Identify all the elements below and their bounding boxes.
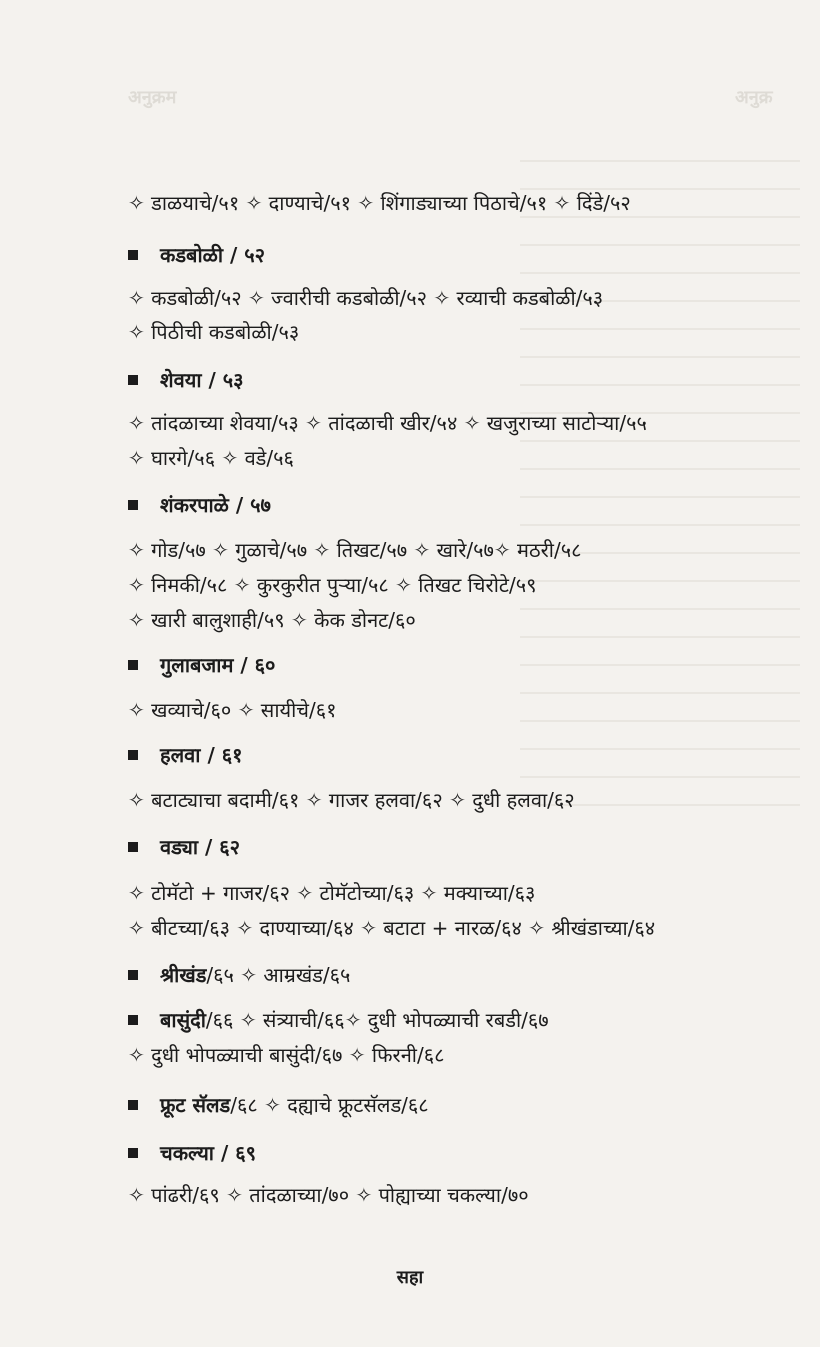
toc-entry-text: ✧ बीटच्या/६३ ✧ दाण्याच्या/६४ ✧ बटाटा + नारळ/६४ ✧ श्रीखंडाच्या/६४ [128,916,656,940]
toc-section-heading [128,490,271,520]
toc-section-heading [128,365,244,395]
section-title: गुलाबजाम / ६० [160,653,276,677]
bleed-through-title-right: अनुक्र [735,87,773,108]
page-number: सहा [396,1267,424,1288]
toc-entry-line [128,605,416,635]
toc-entry-text: ✧ खव्याचे/६० ✧ सायीचे/६१ [128,698,337,722]
toc-section-heading [128,960,350,990]
toc-entry-line [128,695,337,725]
section-title: शंकरपाळे / ५७ [160,493,271,517]
toc-entry-text: ✧ घारगे/५६ ✧ वडे/५६ [128,446,294,470]
toc-entry-text: ✧ डाळयाचे/५१ ✧ दाण्याचे/५१ ✧ शिंगाड्याच्या पिठाचे/५१ ✧ दिंडे/५२ [128,191,631,215]
bleed-through-title-left: अनुक्रम [128,87,177,108]
section-title: हलवा / ६१ [160,743,243,767]
square-bullet-icon [128,250,138,260]
square-bullet-icon [128,1015,138,1025]
toc-entry-text: ✧ पिठीची कडबोळी/५३ [128,320,300,344]
toc-entry-line [128,570,537,600]
square-bullet-icon [128,660,138,670]
toc-entry-text: ✧ दुधी भोपळ्याची बासुंदी/६७ ✧ फिरनी/६८ [128,1043,445,1067]
section-title: शेवया / ५३ [160,368,244,392]
toc-section-heading [128,1005,549,1035]
toc-entry-text: ✧ तांदळाच्या शेवया/५३ ✧ तांदळाची खीर/५४ ✧ खजुराच्या साटोऱ्या/५५ [128,411,647,435]
toc-section-heading [128,240,265,270]
toc-entry-text: ✧ पांढरी/६९ ✧ तांदळाच्या/७० ✧ पोह्याच्या चकल्या/७० [128,1183,529,1207]
square-bullet-icon [128,842,138,852]
square-bullet-icon [128,1148,138,1158]
square-bullet-icon [128,1100,138,1110]
toc-entry-text: ✧ बटाट्याचा बदामी/६१ ✧ गाजर हलवा/६२ ✧ दुधी हलवा/६२ [128,788,575,812]
toc-entry-text: ✧ खारी बालुशाही/५९ ✧ केक डोनट/६० [128,608,416,632]
section-title: वड्या / ६२ [160,835,241,859]
section-title: कडबोळी / ५२ [160,243,266,267]
toc-entry-line [128,913,655,943]
toc-entry-text: ✧ टोमॅटो + गाजर/६२ ✧ टोमॅटोच्या/६३ ✧ मक्याच्या/६३ [128,881,536,905]
section-title: श्रीखंड [160,963,207,987]
toc-entry-line [128,878,535,908]
toc-entry-line [128,408,647,438]
section-title: चकल्या / ६९ [160,1141,257,1165]
toc-entry-line [128,443,294,473]
toc-entry-line [128,535,582,565]
toc-entry-line [128,785,575,815]
square-bullet-icon [128,500,138,510]
square-bullet-icon [128,970,138,980]
square-bullet-icon [128,750,138,760]
toc-section-heading [128,1090,429,1120]
toc-entry-line [128,1040,445,1070]
toc-entry-text: ✧ गोड/५७ ✧ गुळाचे/५७ ✧ तिखट/५७ ✧ खारे/५७✧ मठरी/५८ [128,538,582,562]
section-entries: /६५ ✧ आम्रखंड/६५ [206,963,351,987]
toc-section-heading [128,832,240,862]
toc-section-heading [128,740,243,770]
toc-entry-line [128,283,603,313]
square-bullet-icon [128,375,138,385]
section-title: बासुंदी [160,1008,206,1032]
section-entries: /६८ ✧ दह्याचे फ्रूटसॅलड/६८ [230,1093,429,1117]
toc-entry-line [128,317,299,347]
toc-entry-line [128,188,631,218]
toc-section-heading [128,650,275,680]
toc-section-heading [128,1138,256,1168]
section-entries: /६६ ✧ संत्र्याची/६६✧ दुधी भोपळ्याची रबडी/६७ [205,1008,549,1032]
toc-entry-text: ✧ कडबोळी/५२ ✧ ज्वारीची कडबोळी/५२ ✧ रव्याची कडबोळी/५३ [128,286,604,310]
toc-entry-line [128,1180,529,1210]
section-title: फ्रूट सॅलड [160,1093,231,1117]
toc-entry-text: ✧ निमकी/५८ ✧ कुरकुरीत पुऱ्या/५८ ✧ तिखट चिरोटे/५९ [128,573,537,597]
